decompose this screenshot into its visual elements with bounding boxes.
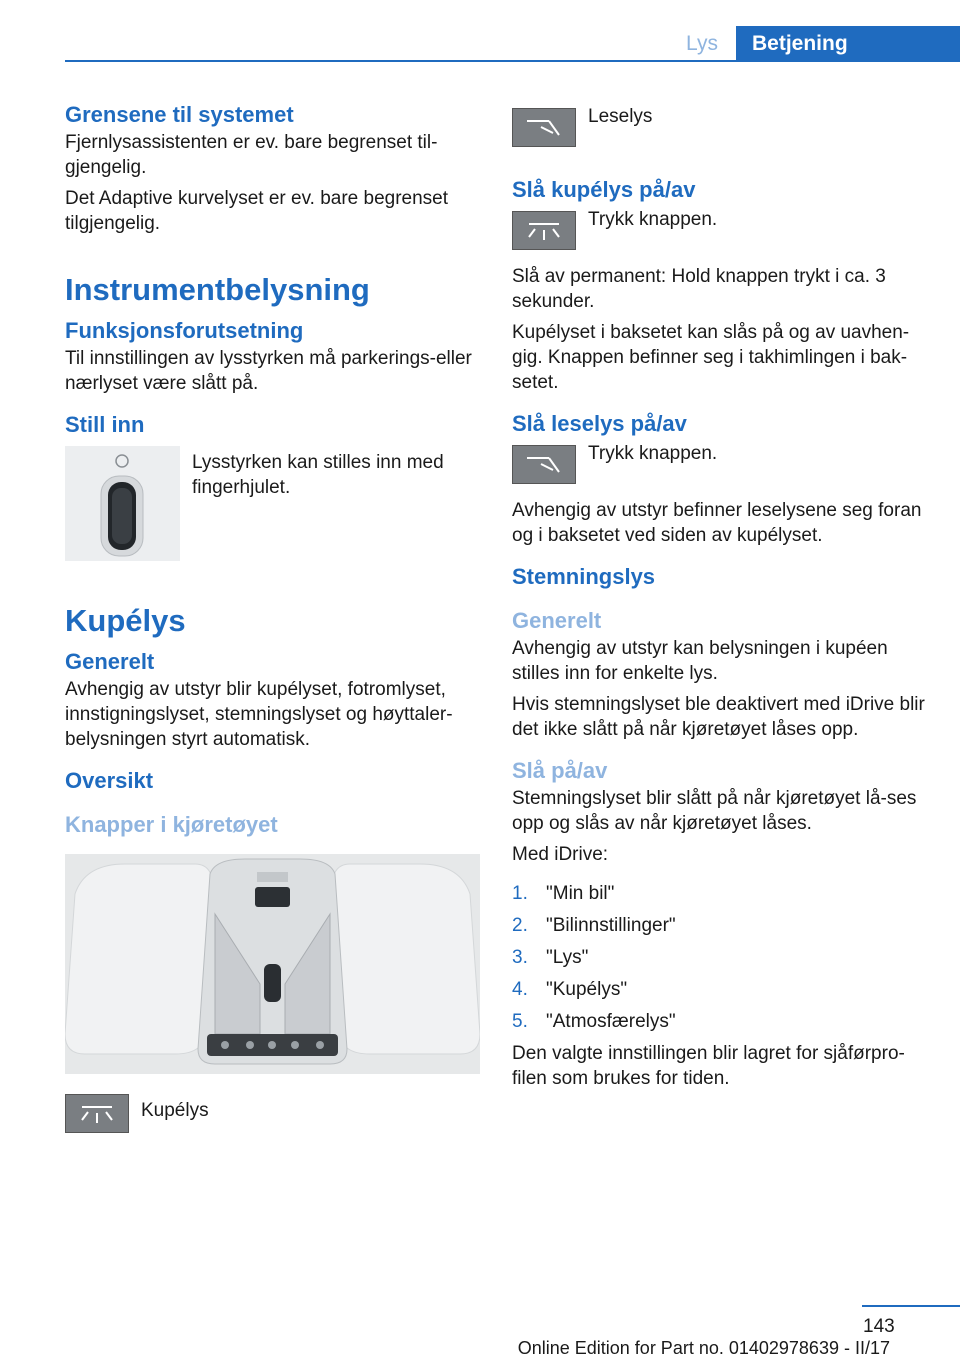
adjust-heading: Still inn bbox=[65, 412, 145, 437]
overview-heading: Oversikt bbox=[65, 768, 154, 793]
reading-press-button-icon bbox=[512, 445, 576, 484]
ambient-light-heading: Stemningslys bbox=[512, 564, 656, 589]
final-paragraph: Den valgte innstillingen blir lagret for sjåførpro-filen som brukes for tiden. bbox=[512, 1043, 905, 1089]
interior-light-label: Kupélys bbox=[141, 1100, 209, 1121]
instrument-lighting-heading: Instrumentbelysning bbox=[65, 272, 370, 307]
reading-onoff-heading: Slå leselys på/av bbox=[512, 411, 687, 436]
thumbwheel-icon bbox=[65, 446, 180, 561]
right-column bbox=[512, 100, 930, 1091]
limits-paragraph-2: Det Adaptive kurvelyset er ev. bare begrenset tilgjengelig. bbox=[65, 188, 449, 234]
function-requirement-heading: Funksjonsforutsetning bbox=[65, 318, 304, 343]
adjust-row bbox=[65, 446, 480, 561]
interior-press-row bbox=[512, 211, 930, 250]
chapter-tab-betjening: Betjening bbox=[736, 26, 960, 61]
interior-onoff-heading: Slå kupélys på/av bbox=[512, 177, 696, 202]
general-paragraph-left: Avhengig av utstyr blir kupélyset, fotromlyset, innstigningslyset, stemningslyset og høyttaler-belysningen styrt automatisk. bbox=[65, 679, 453, 750]
vehicle-buttons-heading: Knapper i kjøretøyet bbox=[65, 812, 278, 837]
reading-press-text: Trykk knappen. bbox=[588, 443, 718, 464]
interior-light-button-row bbox=[65, 1094, 480, 1133]
limits-paragraph-1: Fjernlysassistenten er ev. bare begrenset til-gjengelig. bbox=[65, 132, 438, 178]
footer-rule bbox=[862, 1305, 960, 1307]
list-item: 4. "Kupélys" bbox=[512, 979, 628, 1000]
reading-light-button-icon bbox=[512, 108, 576, 147]
limits-heading: Grensene til systemet bbox=[65, 102, 294, 127]
general-paragraph-right-2: Hvis stemningslyset ble deaktivert med iDrive blir det ikke slått på når kjøretøyet låses opp. bbox=[512, 694, 925, 740]
page-number: 143 bbox=[863, 1316, 895, 1337]
interior-press-button-icon bbox=[512, 211, 576, 250]
left-column bbox=[65, 100, 480, 1133]
roof-console-icon bbox=[65, 854, 480, 1074]
function-requirement-paragraph: Til innstillingen av lysstyrken må parkerings-eller nærlyset være slått på. bbox=[65, 348, 472, 394]
reading-light-label: Leselys bbox=[588, 106, 653, 127]
reading-light-row bbox=[512, 108, 930, 147]
thumbwheel-image bbox=[65, 446, 180, 561]
reading-paragraph: Avhengig av utstyr befinner leselysene seg foran og i baksetet ved siden av kupélyset. bbox=[512, 500, 922, 546]
interior-light-heading: Kupélys bbox=[65, 603, 186, 638]
list-item: 3. "Lys" bbox=[512, 947, 589, 968]
section-tab-lys: Lys bbox=[686, 32, 718, 55]
list-item: 1. "Min bil" bbox=[512, 883, 615, 904]
interior-paragraph-2: Kupélyset i baksetet kan slås på og av uavhen-gig. Knappen befinner seg i takhimlingen i bak-setet. bbox=[512, 322, 910, 393]
interior-press-text: Trykk knappen. bbox=[588, 209, 718, 230]
list-item: 5. "Atmosfærelys" bbox=[512, 1011, 676, 1032]
general-heading-left: Generelt bbox=[65, 649, 155, 674]
reading-press-row bbox=[512, 445, 930, 484]
idrive-steps-list bbox=[512, 881, 930, 1034]
adjust-text: Lysstyrken kan stilles inn med fingerhjulet. bbox=[192, 452, 444, 498]
interior-paragraph-1: Slå av permanent: Hold knappen trykt i ca. 3 sekunder. bbox=[512, 266, 886, 312]
idrive-intro: Med iDrive: bbox=[512, 844, 609, 865]
list-item: 2. "Bilinnstillinger" bbox=[512, 915, 676, 936]
general-paragraph-right-1: Avhengig av utstyr kan belysningen i kupéen stilles inn for enkelte lys. bbox=[512, 638, 888, 684]
roof-console-image bbox=[65, 854, 480, 1074]
edition-footer: Online Edition for Part no. 01402978639 - II/17 bbox=[517, 1338, 890, 1358]
interior-light-button-icon bbox=[65, 1094, 129, 1133]
header-rule bbox=[65, 60, 960, 62]
onoff-heading: Slå på/av bbox=[512, 758, 608, 783]
general-heading-right: Generelt bbox=[512, 608, 602, 633]
onoff-paragraph: Stemningslyset blir slått på når kjøretøyet lå-ses opp og slås av når kjøretøyet låses. bbox=[512, 788, 917, 834]
